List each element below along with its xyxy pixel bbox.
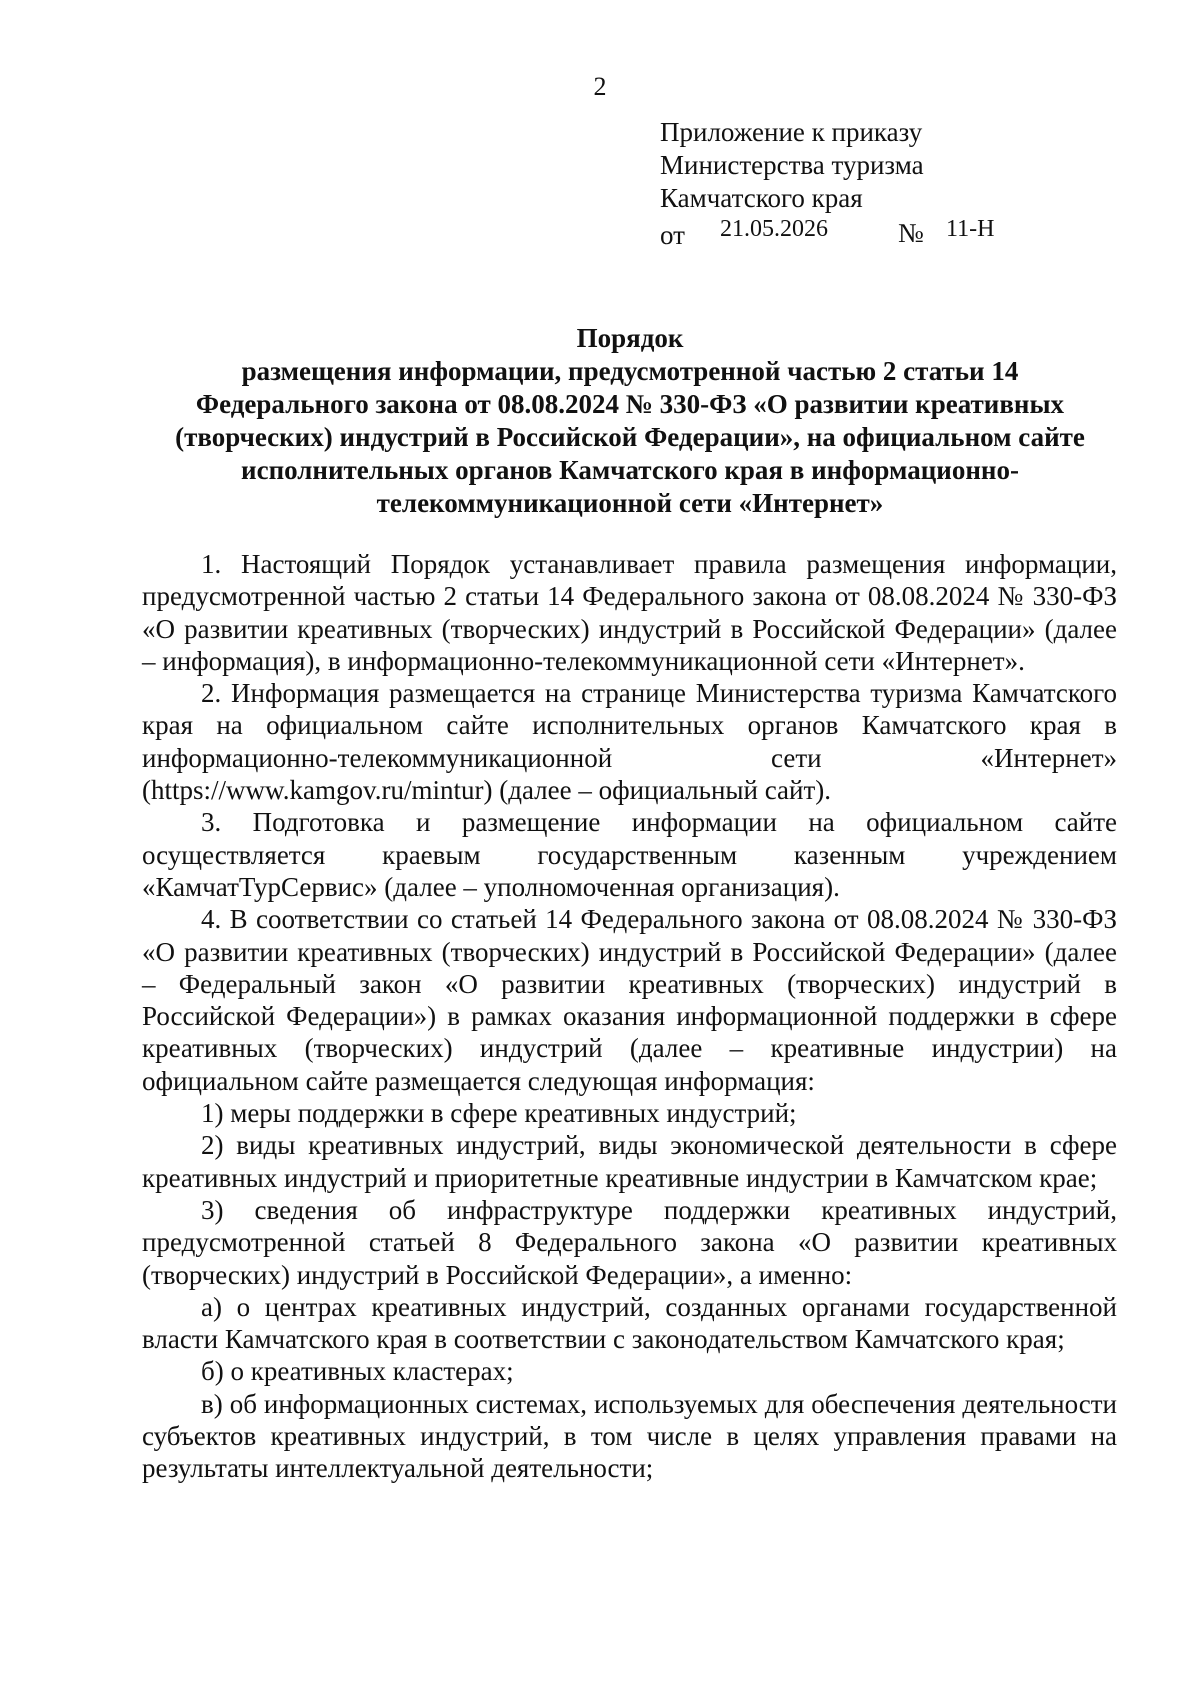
title-line-2: размещения информации, предусмотренной частью 2 статьи 14 [241,356,1019,386]
document-body [142,548,1117,1485]
order-number: 11-Н [946,216,995,242]
sub-item-b: б) о креативных кластерах; [201,1356,514,1387]
appendix-line-2: Министерства туризма [660,150,924,180]
list-item-2: 2) виды креативных индустрий, виды экономической деятельности в сфере креативных индустрий и приоритетные креативные индустрии в Камчатском крае; [142,1130,1117,1193]
sub-item-a: а) о центрах креативных индустрий, созданных органами государственной власти Камчатского края в соответствии с законодательством Камчатского края; [142,1291,1117,1355]
title-line-3: Федерального закона от 08.08.2024 № 330-ФЗ «О развитии креативных [195,389,1065,419]
sub-item-v: в) об информационных системах, используемых для обеспечения деятельности субъектов креативных индустрий, в том числе в целях управления правами на результаты интеллектуальной деятельности; [142,1388,1117,1484]
paragraph-4: 4. В соответствии со статьей 14 Федерального закона от 08.08.2024 № 330-ФЗ «О развитии креативных (творческих) индустрий в Российской Федерации» (далее – Федеральный закон «О развитии креативных (творческих) индустрий в Российской Федерации») в рамках оказания информационной поддержки в сфере креативных (творческих) индустрий (далее – креативные индустрии) на официальном сайте размещается следующая информация: [142,904,1117,1096]
document-title [140,322,1120,520]
title-line-1: Порядок [576,323,684,353]
page-number: 2 [593,72,607,101]
title-line-6: телекоммуникационной сети «Интернет» [376,488,884,518]
title-line-4: (творческих) индустрий в Российской Федерации», на официальном сайте [175,422,1085,452]
order-details [660,215,1120,251]
paragraph-1: 1. Настоящий Порядок устанавливает правила размещения информации, предусмотренной частью 2 статьи 14 Федерального закона от 08.08.2024 № 330-ФЗ «О развитии креативных (творческих) индустрий в Российской Федерации» (далее – информация), в информационно-телекоммуникационной сети «Интернет». [142,549,1117,676]
title-line-5: исполнительных органов Камчатского края в информационно- [241,455,1019,485]
from-label: от [660,220,685,250]
appendix-line-1: Приложение к приказу [660,117,923,147]
list-item-3: 3) сведения об инфраструктуре поддержки креативных индустрий, предусмотренной статьей 8 Федерального закона «О развитии креативных (творческих) индустрий в Российской Федерации», а именно: [142,1194,1117,1290]
list-item-1: 1) меры поддержки в сфере креативных индустрий; [201,1098,797,1129]
appendix-line-3: Камчатского края [660,183,863,213]
paragraph-3: 3. Подготовка и размещение информации на официальном сайте осуществляется краевым государственным казенным учреждением «КамчатТурСервис» (далее – уполномоченная организация). [142,807,1117,902]
order-date: 21.05.2026 [720,216,828,242]
paragraph-2: 2. Информация размещается на странице Министерства туризма Камчатского края на официальном сайте исполнительных органов Камчатского края в информационно-телекоммуникационной сети «Интернет» (https://www.kamgov.ru/mintur) (далее – официальный сайт). [142,678,1117,806]
number-sign: № [898,218,924,248]
appendix-block [660,116,1120,251]
